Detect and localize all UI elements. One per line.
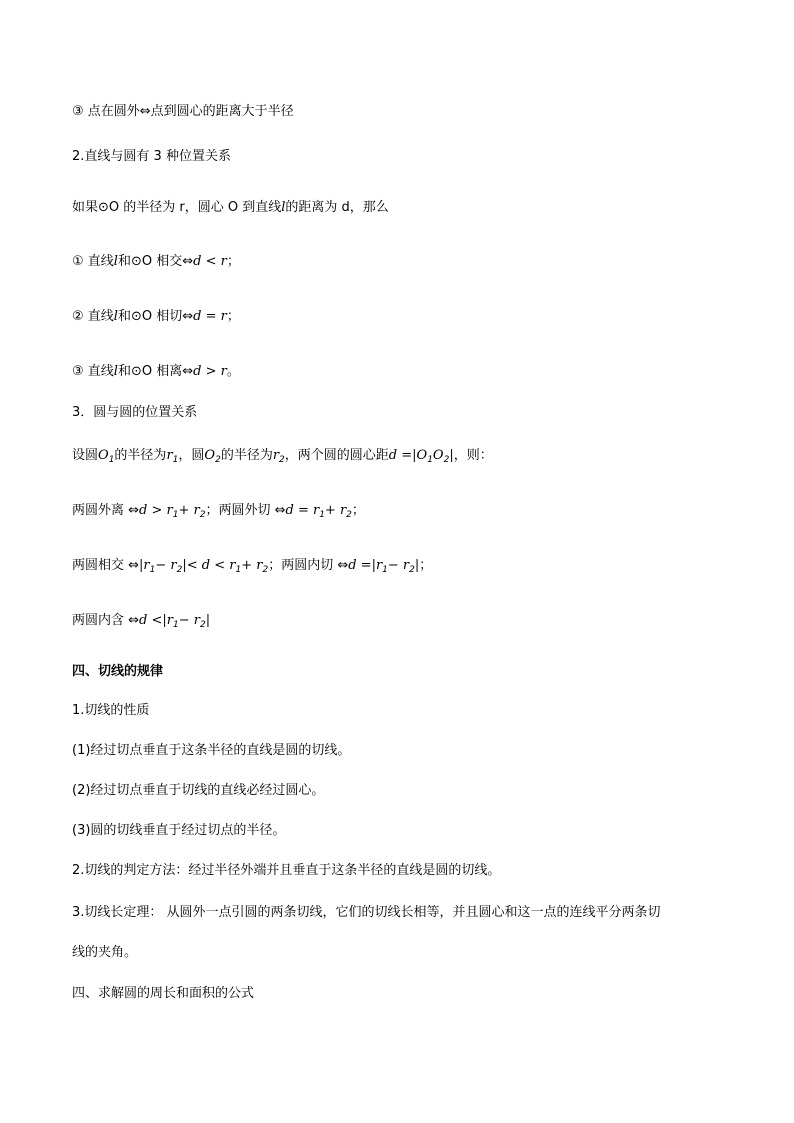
section-heading: 1.切线的性质 bbox=[72, 703, 150, 718]
text-line: 如果⊙O 的半径为 r，圆心 O 到直线l的距离为 d，那么 bbox=[72, 200, 389, 215]
text-line: (3)圆的切线垂直于经过切点的半径。 bbox=[72, 823, 286, 838]
text-line: (1)经过切点垂直于这条半径的直线是圆的切线。 bbox=[72, 743, 351, 758]
text-line: 设圆$O_1$的半径为$r_1$，圆$O_2$的半径为$r_2$，两个圆的圆心距$d =|O_1O_2|$，则： bbox=[72, 448, 493, 465]
text-line: ③ 直线l和⊙O 相离⇔d > r。 bbox=[72, 364, 240, 379]
text-line: ③ 点在圆外⇔点到圆心的距离大于半径 bbox=[72, 104, 294, 119]
text-line: ① 直线l和⊙O 相交⇔d < r； bbox=[72, 254, 240, 269]
text-line: 线的夹角。 bbox=[72, 945, 138, 960]
section-heading: 2.直线与圆有 3 种位置关系 bbox=[72, 149, 231, 164]
chapter-heading: 四、求解圆的周长和面积的公式 bbox=[72, 986, 255, 1001]
text-line: (2)经过切点垂直于切线的直线必经过圆心。 bbox=[72, 783, 325, 798]
text-line: 两圆内含 ⇔d $<|r_1- r_2|$ bbox=[72, 613, 211, 630]
text-line: 3.切线长定理： 从圆外一点引圆的两条切线，它们的切线长相等，并且圆心和这一点的连线平分两条切 bbox=[72, 905, 661, 920]
text-line: 两圆外离 ⇔d > $r_1+ r_2$；两圆外切 ⇔d = $r_1+ r_2$； bbox=[72, 503, 365, 520]
section-heading: 3．圆与圆的位置关系 bbox=[72, 405, 198, 420]
text-line: 2.切线的判定方法：经过半径外端并且垂直于这条半径的直线是圆的切线。 bbox=[72, 863, 501, 878]
text-line: 两圆相交 $\Leftrightarrow|r_1- r_2|< d < r_1+ r_2$；两圆内切 ⇔d $=|r_1- r_2|$； bbox=[72, 558, 433, 575]
chapter-heading: 四、切线的规律 bbox=[72, 664, 164, 679]
text-line: ② 直线l和⊙O 相切⇔d = r； bbox=[72, 309, 240, 324]
